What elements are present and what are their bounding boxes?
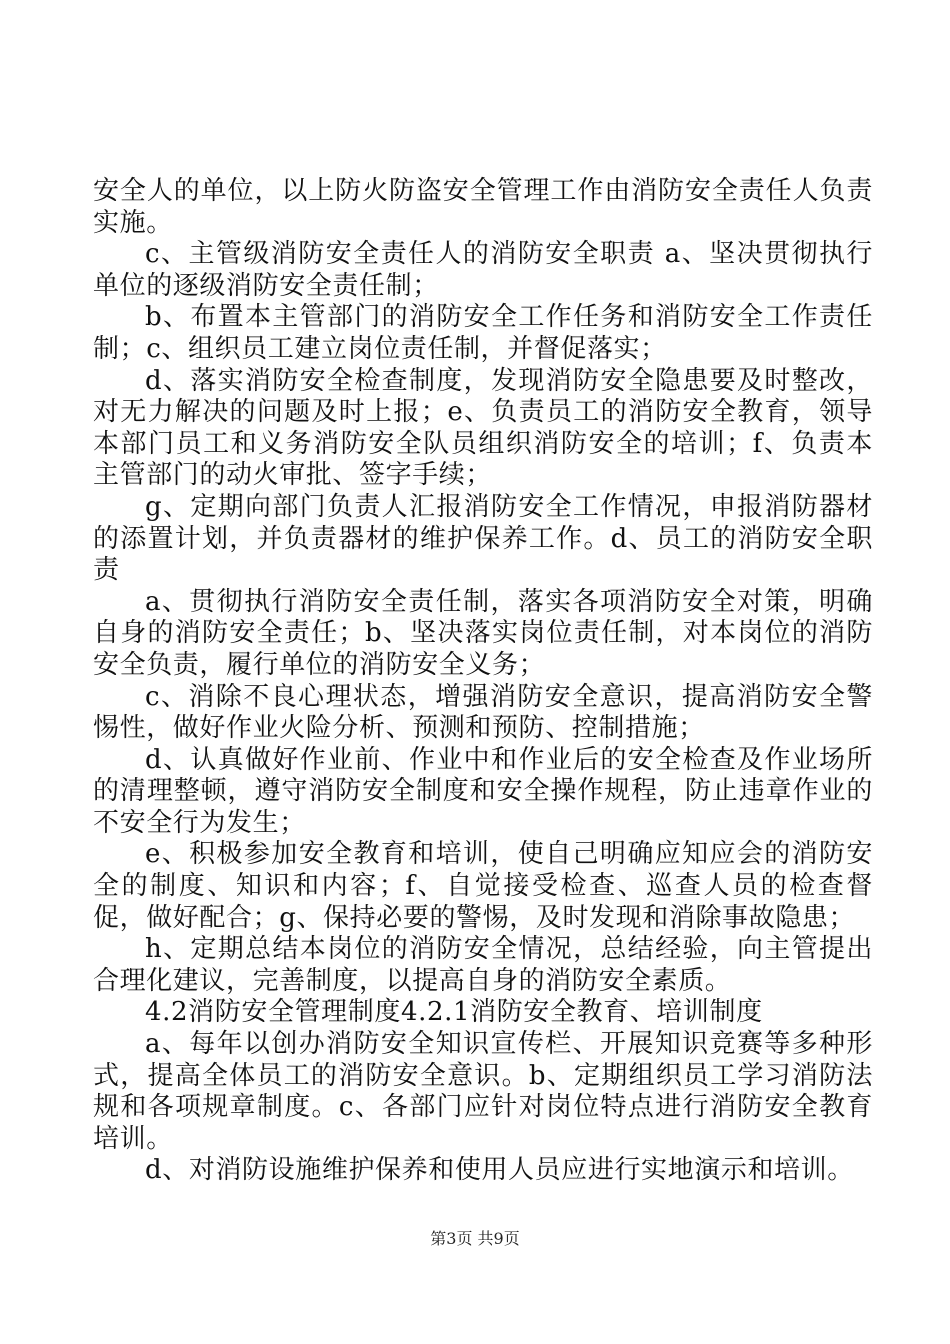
paragraph: e、积极参加安全教育和培训，使自己明确应知应会的消防安全的制度、知识和内容；f、自觉接受检查、巡查人员的检查督促，做好配合；g、保持必要的警惕，及时发现和消除事故隐患； — [93, 839, 873, 933]
page-number-footer: 第3页 共9页 — [430, 1229, 520, 1248]
paragraph: c、主管级消防安全责任人的消防安全职责 a、坚决贯彻执行单位的逐级消防安全责任制； — [93, 239, 873, 301]
paragraph: a、贯彻执行消防安全责任制，落实各项消防安全对策，明确自身的消防安全责任；b、坚决落实岗位责任制，对本岗位的消防安全负责，履行单位的消防安全义务； — [93, 586, 873, 680]
paragraph: g、定期向部门负责人汇报消防安全工作情况，申报消防器材的添置计划，并负责器材的维护保养工作。d、员工的消防安全职责 — [93, 491, 873, 586]
paragraph: d、认真做好作业前、作业中和作业后的安全检查及作业场所的清理整顿，遵守消防安全制度和安全操作规程，防止违章作业的不安全行为发生； — [93, 744, 873, 838]
paragraph: 安全人的单位，以上防火防盗安全管理工作由消防安全责任人负责实施。 — [93, 176, 873, 238]
paragraph: c、消除不良心理状态，增强消防安全意识，提高消防安全警惕性，做好作业火险分析、预测和预防、控制措施； — [93, 681, 873, 744]
body-text — [93, 176, 873, 1187]
paragraph: h、定期总结本岗位的消防安全情况，总结经验，向主管提出合理化建议，完善制度，以提高自身的消防安全素质。 — [93, 934, 873, 996]
paragraph: a、每年以创办消防安全知识宣传栏、开展知识竞赛等多种形式，提高全体员工的消防安全意识。b、定期组织员工学习消防法规和各项规章制度。c、各部门应针对岗位特点进行消防安全教育培训。 — [93, 1029, 873, 1154]
paragraph: d、对消防设施维护保养和使用人员应进行实地演示和培训。 — [145, 1155, 854, 1186]
paragraph: b、布置本主管部门的消防安全工作任务和消防安全工作责任制；c、组织员工建立岗位责任制，并督促落实； — [93, 302, 873, 364]
section-heading: 4.2消防安全管理制度4.2.1消防安全教育、培训制度 — [145, 997, 763, 1028]
paragraph: d、落实消防安全检查制度，发现消防安全隐患要及时整改，对无力解决的问题及时上报；e、负责员工的消防安全教育，领导本部门员工和义务消防安全队员组织消防安全的培训；f、负责本主管部门的动火审批、签字手续； — [93, 365, 873, 491]
